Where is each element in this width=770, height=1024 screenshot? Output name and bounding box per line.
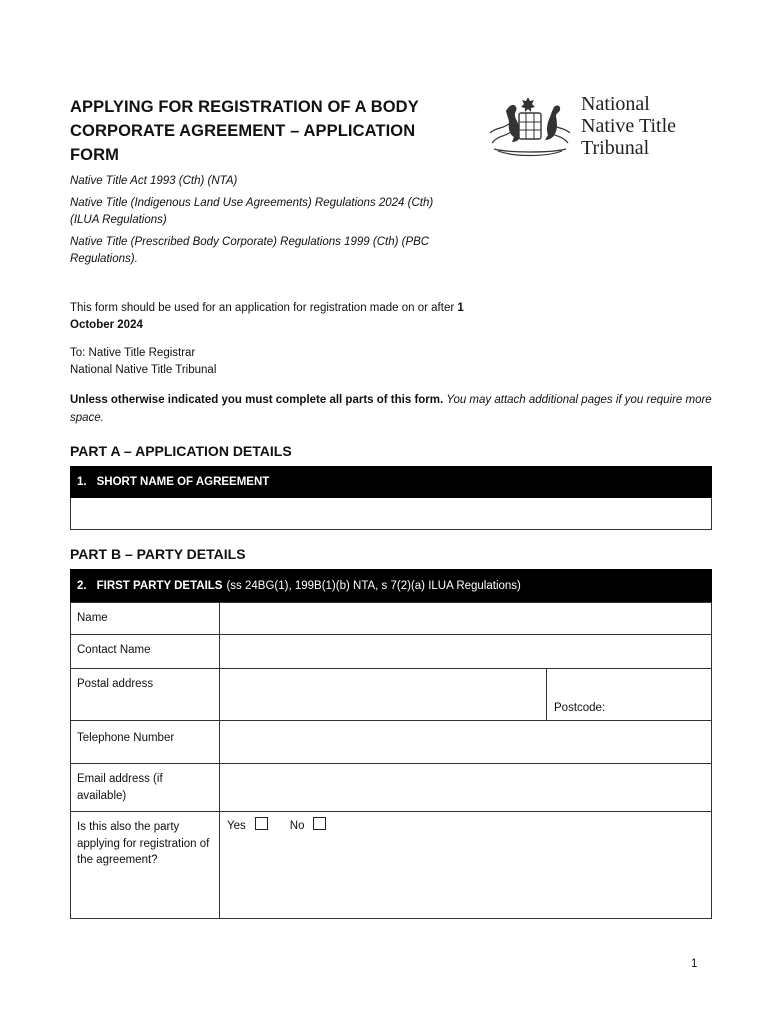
first-party-details-table [70,602,712,919]
email-label: Email address (if available) [71,764,220,812]
logo-line-2: Native Title [581,115,677,137]
postal-address-field[interactable] [220,669,712,721]
contact-name-label: Contact Name [71,635,220,669]
applying-party-label: Is this also the party applying for registration of the agreement? [71,812,220,919]
addressee-line-1: To: Native Title Registrar [70,347,196,359]
form-title: APPLYING FOR REGISTRATION OF A BODY CORPORATE AGREEMENT – APPLICATION FORM [70,98,419,164]
no-option [290,819,327,832]
yes-label: Yes [227,819,246,832]
contact-name-field[interactable] [220,635,712,669]
postcode-field[interactable] [546,669,711,720]
usage-date: 1 October 2024 [70,302,464,331]
section-2-title: FIRST PARTY DETAILS [96,579,223,592]
instruction-bold: Unless otherwise indicated you must complete all parts of this form. [70,394,444,406]
usage-statement [70,300,470,334]
logo-wordmark [581,93,676,159]
section-1-title: SHORT NAME OF AGREEMENT [96,476,270,488]
act-ilua-regulations: Native Title (Indigenous Land Use Agreements) Regulations 2024 (Cth) (ILUA Regulations) [70,197,434,226]
legislation-list [70,173,460,273]
table-row [71,669,712,721]
nntt-logo [484,93,714,159]
logo-line-3: Tribunal [581,137,650,159]
table-row [71,721,712,764]
logo-line-1: National [581,93,650,115]
applying-party-field [220,812,712,919]
email-field[interactable] [220,764,712,812]
postcode-label: Postcode: [554,702,606,714]
name-field[interactable] [220,603,712,635]
part-b-heading: PART B – PARTY DETAILS [70,546,246,562]
act-pbc-regulations: Native Title (Prescribed Body Corporate) Regulations 1999 (Cth) (PBC Regulations). [70,236,430,265]
yes-no-options [220,812,711,832]
page-number: 1 [691,958,698,970]
no-checkbox[interactable] [313,817,326,830]
telephone-field[interactable] [220,721,712,764]
part-a-heading: PART A – APPLICATION DETAILS [70,443,292,459]
section-2-number: 2. [77,579,87,592]
commonwealth-coat-of-arms-icon [484,93,576,159]
section-2-header [70,569,712,602]
short-name-field[interactable] [70,498,712,530]
table-row [71,812,712,919]
yes-option [227,819,268,832]
addressee-line-2: National Native Title Tribunal [70,364,217,376]
table-row [71,603,712,635]
act-native-title: Native Title Act 1993 (Cth) (NTA) [70,175,238,187]
intro-section [70,300,470,390]
section-1-header [70,466,712,498]
instruction-italic: You may attach additional pages if you require more space. [70,394,712,424]
table-row [71,764,712,812]
addressee [70,345,470,379]
name-label: Name [71,603,220,635]
usage-text: This form should be used for an application for registration made on or after [70,302,458,314]
postal-address-label: Postal address [71,669,220,721]
no-label: No [289,819,305,832]
yes-checkbox[interactable] [255,817,268,830]
completion-instruction [70,391,720,427]
section-1-number: 1. [77,476,87,488]
telephone-label: Telephone Number [71,721,220,764]
table-row [71,635,712,669]
section-2-reference: (ss 24BG(1), 199B(1)(b) NTA, s 7(2)(a) ILUA Regulations) [226,579,521,592]
